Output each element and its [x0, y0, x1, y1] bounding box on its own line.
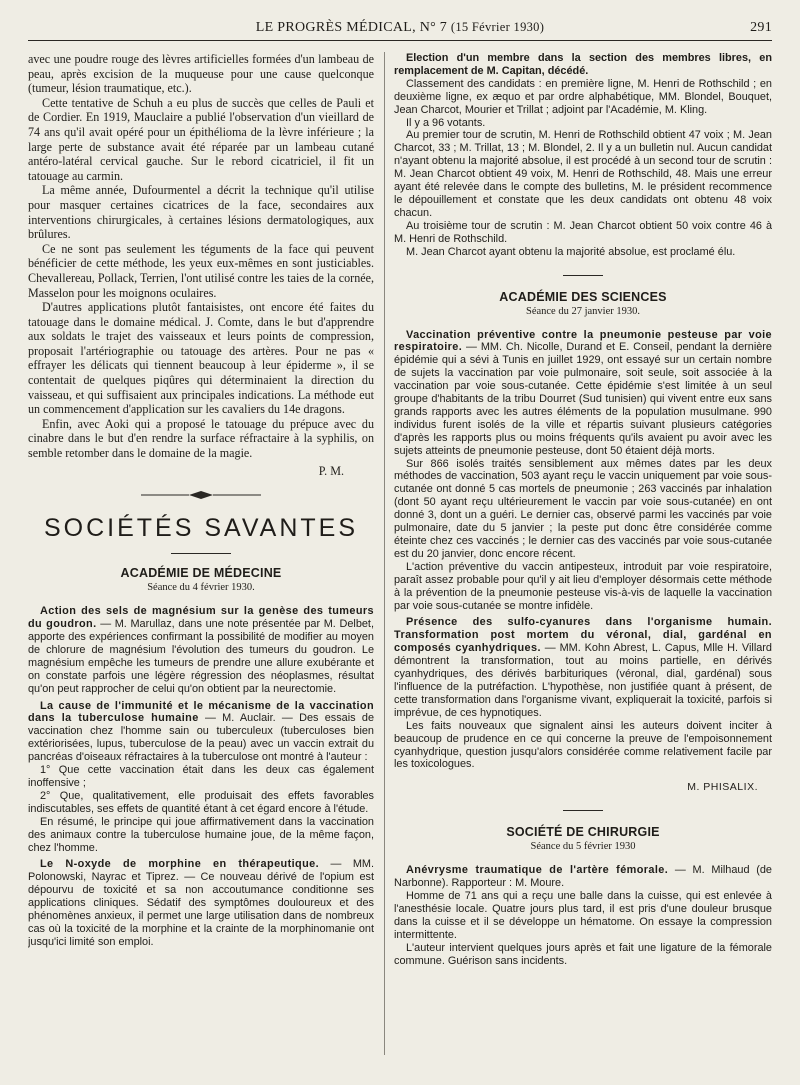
note-text: — MM. Kohn Abrest, L. Capus, Mlle H. Villard démontrent la transformation, tout au moins partielle, en dérivés cyanhydriques, des dérivés barbituriques (véronal, dial, gardénal) sous l'influence de la putréfaction. L'hypothèse, non justifiée quant à présent, de cette transformation dans l'organisme vivant, expliquerait la toxicité, parfois si imprévue, de ces hypnotiques. [394, 642, 772, 719]
paragraph: Classement des candidats : en première ligne, M. Henri de Rothschild ; en deuxième ligne, ex æquo et par ordre alphabétique, MM. Blondel, Bouquet, Jean Charcot, Mourier et Trillat ; adjoint par l'Académie, M. Kling. [394, 77, 772, 116]
seance-date: Séance du 4 février 1930. [147, 582, 255, 594]
note-paragraph: L'action préventive du vaccin antipesteux, introduit par voie respiratoire, paraît assez probable pour qu'il y ait lieu d'employer désormais cette méthode à la prévention de la pneumonie pesteuse vis-à-vis de laquelle la vaccination par voie sous-cutanée se montre infidèle. [394, 560, 772, 612]
election-title: Election d'un membre dans la section des membres libres, en remplacement de M. Capitan, décédé. [394, 52, 772, 77]
paragraph: M. Jean Charcot ayant obtenu la majorité absolue, est proclamé élu. [406, 245, 736, 258]
note-paragraph: 1° Que cette vaccination était dans les deux cas également inoffensive ; [28, 764, 374, 789]
note [394, 864, 772, 890]
note-title: La cause de l'immunité et le mécanisme de la vaccination dans la tuberculose humaine [28, 699, 374, 725]
issue-date: (15 Février 1930) [450, 20, 545, 34]
note-paragraph: Homme de 71 ans qui a reçu une balle dans la cuisse, qui est enlevée à l'anesthésie locale. Quatre jours plus tard, il est pris d'une douleur brusque dans la cuisse et il se développe un hématome. On essaye la compression intermittente. [394, 890, 772, 941]
paragraph: D'autres applications plutôt fantaisistes, ont encore été faites du tatouage dans le domaine médical. J. Comte, dans le but d'apprendre aux soldats le trajet des vaisseaux et leurs points de compression, proposait l'artériographie ou tatouage des artères. Pour ne pas « effrayer les délicats qui tiennent beaucoup à leur épiderme », il se contentait de quelques piqûres qui déterminaient la direction du vaisseau, et qui suffisaient aux principales indications. La méthode eut un commencement d'application sur les cavaliers du 14e dragons. [28, 300, 374, 417]
note-paragraph: L'auteur intervient quelques jours après et fait une ligature de la fémorale commune. Guérison sans incidents. [394, 941, 772, 967]
left-column [28, 52, 374, 1071]
societe-chirurgie-notes [394, 864, 772, 967]
rule [563, 810, 603, 811]
paragraph: Ce ne sont pas seulement les téguments de la face qui peuvent bénéficier de cette méthode, les yeux eux-mêmes en sont justiciables. Chevallereau, Pollack, Terrien, l'ont utilisé contre les taies de la cornée, Masselon pour les moignons oculaires. [28, 241, 374, 300]
note-title: Présence des sulfo-cyanures dans l'organisme humain. Transformation post mortem du véronal, dial, gardénal en composés cyanhydriques. [394, 616, 772, 655]
note-title: Vaccination préventive contre la pneumonie pesteuse par voie respiratoire. [394, 328, 772, 354]
note [28, 605, 374, 695]
section-signature: M. PHISALIX. [687, 781, 758, 794]
note-text: — M. Auclair. — Des essais de vaccination chez l'homme sain ou tuberculeux (tuberculoses bien extériorisées, lupus, tuberculose de la peau) avec un vaccin extrait du pancréas d'oiseaux réfractaires à la tuberculose ont montré à l'auteur : [28, 712, 374, 764]
note [28, 700, 374, 765]
seance-date: Séance du 27 janvier 1930. [525, 305, 640, 317]
academie-medecine-notes [28, 605, 374, 949]
note-text: — M. Marullaz, dans une note présentée par M. Delbet, apporte des expériences confirmant la possibilité de modifier au moyen de chlorure de magnésium l'évolution des tumeurs du goudron. Le magnésium empêche les tumeurs de prendre une allure exubérante et on constate parfois une légère régression des néoplasmes, résultat qu'on peut rapprocher de celui qu'on obtient par la neurectomie. [28, 618, 374, 695]
right-column [394, 52, 772, 1071]
academie-sciences-notes [394, 329, 772, 795]
paragraph: Cette tentative de Schuh a eu plus de succès que celles de Pauli et de Cordier. En 1919, Mauclaire a publié l'observation d'un vieillard de 74 ans qu'il avait opéré pour un épithélioma de la lèvre inférieure ; la large perte de substance avait été réparée par un lambeau cutané antéro-latéral cervical gauche. Sur le rebord cicatriciel, il fit un tatouage au carmin. [28, 95, 374, 183]
page-header [28, 18, 772, 41]
note-paragraph: Les faits nouveaux que signalent ainsi les auteurs doivent inciter à beaucoup de prudence en ce qui concerne la preuve de l'empoisonnement cyanhydrique, question jusqu'alors considérée comme relativement facile par les toxicologues. [394, 719, 772, 771]
section-heading: ACADÉMIE DES SCIENCES [499, 289, 667, 304]
note [28, 858, 374, 948]
page-number: 291 [750, 20, 772, 35]
paragraph: Au premier tour de scrutin, M. Henri de Rothschild obtient 47 voix ; M. Jean Charcot, 33 ; M. Trillat, 13 ; M. Blondel, 2. Il y a un bulletin nul. Aucun candidat n'ayant obtenu la majorité absolue, il est procédé à un second tour de scrutin : M. Jean Charcot obtient 49 voix, M. Henri de Rothschild, 48. Mais une erreur ayant été relevée dans le compte des bulletins, M. le président recommence le dépouillement et constate que les deux candidats ont obtenu 48 voix chacun. [394, 129, 772, 219]
ornament-divider-icon [141, 490, 261, 500]
note-title: Action des sels de magnésium sur la genèse des tumeurs du goudron. [28, 605, 374, 631]
paragraph: La même année, Dufourmentel a décrit la technique qu'il utilise pour masquer certaines cicatrices de la face, secondaires aux interventions chirurgicales, à certaines lésions dermatologiques, aux brûlures. [28, 183, 374, 242]
journal-name: LE PROGRÈS MÉDICAL, N° 7 [255, 20, 448, 35]
note-text: — MM. Polonowski, Nayrac et Tiprez. — Ce nouveau dérivé de l'opium est dépourvu de toxicité et sa non accoutumance conditionne ses applications cliniques. Sédatif des symptômes douloureux et des phénomènes anxieux, il permet une large utilisation dans de nombreux cas où la toxicité de la morphine et la crainte de la morphinomanie ont jusqu'ici limité son emploi. [28, 858, 374, 948]
election-notes [394, 52, 772, 259]
section-title: SOCIÉTÉS SAVANTES [43, 514, 359, 543]
running-title [28, 20, 772, 36]
tatouage-article [28, 52, 374, 478]
paragraph: avec une poudre rouge des lèvres artificielles formées d'un lambeau de peau, après excision de la muqueuse pour une cause quelconque (tumeur, lésion traumatique, etc.). [28, 52, 374, 96]
note-paragraph: En résumé, le principe qui joue affirmativement dans la vaccination des animaux contre la tuberculose humaine joue, de la même façon, chez l'homme. [28, 815, 374, 854]
note-paragraph: 2° Que, qualitativement, elle produisait des effets favorables indiscutables, ses effets de quantité étant à cet égard encore à l'étude. [28, 789, 374, 815]
seance-date: Séance du 5 février 1930 [530, 841, 636, 853]
note-text: — MM. Ch. Nicolle, Durand et E. Conseil, pendant la dernière épidémie qui a sévi à Tunis en juillet 1929, ont essayé sur un certain nombre de sujets la vaccination par voie pulmonaire, soit seule, soit associée à la vaccination par voie sous-cutanée. Cette épidémie s'est limitée à un seul groupe d'habitants de la tribu Dourret (Sud tunisien) qui vivent entre eux sans grands rapports avec les autres éléments de la population musulmane. 990 individus furent isolés de la ville et répartis suivant plusieurs catégories d'après les rapports plus ou moins fréquents qu'ils avaient pu avoir avec les sujets atteints de pneumonie pesteuse, dont 50 étaient déjà morts. [394, 341, 772, 457]
note-title: Le N-oxyde de morphine en thérapeutique. [40, 858, 320, 871]
paragraph: Au troisième tour de scrutin : M. Jean Charcot obtient 50 voix contre 46 à M. Henri de Rothschild. [394, 219, 772, 245]
note-title: Anévrysme traumatique de l'artère fémorale. [406, 864, 669, 877]
section-heading: ACADÉMIE DE MÉDECINE [120, 566, 282, 581]
note [394, 616, 772, 719]
paragraph: Il y a 96 votants. [406, 116, 486, 129]
paragraph: Enfin, avec Aoki qui a proposé le tatouage du prépuce avec du cinabre dans le but d'en rendre la surface réfractaire à la syphilis, on semble retomber dans le domaine de la magie. [28, 416, 374, 461]
note-paragraph: Sur 866 isolés traités sensiblement aux mêmes dates par les deux méthodes de vaccination, 503 ayant reçu le vaccin uniquement par voie sous-cutanée ont donné 5 cas mortels de pneumonie ; 263 vaccinés par inhalation (dont 50 ayant reçu ultérieurement le vaccin par voie sous-cutanée) en ont donné 3, dont un a guéri. Le dernier cas, observé parmi les vaccinés par voie pulmonaire, date du 5 janvier ; la peste put donc être considérée comme éteinte chez ces vaccinés ; le dernier cas des vaccinés par voie sous-cutanée est du 20 janvier, donc encore récent. [394, 457, 772, 560]
article-signature: P. M. [318, 463, 344, 478]
note-text: — M. Milhaud (de Narbonne). Rapporteur : M. Moure. [394, 864, 772, 890]
note [394, 329, 772, 458]
rule [171, 553, 231, 554]
section-heading: SOCIÉTÉ DE CHIRURGIE [506, 825, 660, 840]
column-divider [384, 52, 385, 1055]
rule [563, 275, 603, 276]
